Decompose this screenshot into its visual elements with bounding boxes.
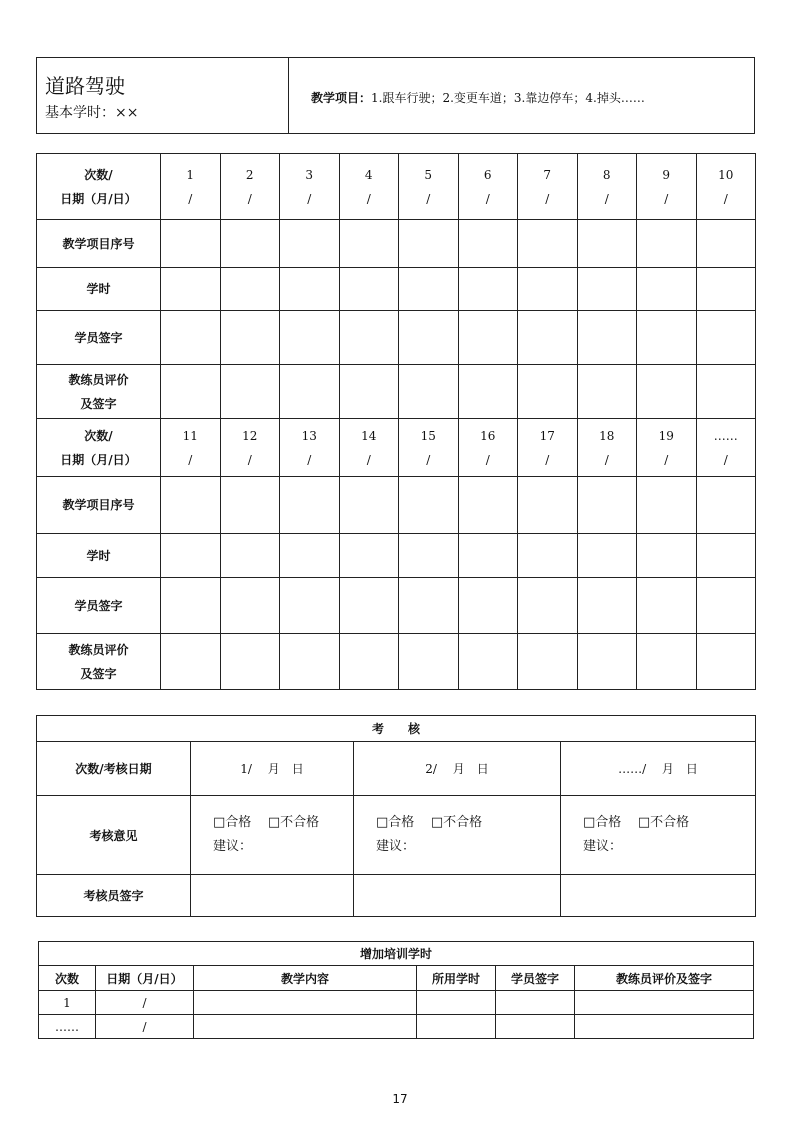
session-cell[interactable] — [161, 419, 221, 477]
row-content[interactable] — [194, 991, 417, 1015]
page-number: 17 — [392, 1092, 408, 1106]
hours-row — [37, 268, 756, 311]
coach-eval-cell[interactable] — [220, 634, 280, 690]
coach-eval-cell[interactable] — [161, 365, 221, 419]
hours-cell[interactable] — [637, 534, 697, 578]
item-no-cell[interactable] — [518, 220, 578, 268]
date-slash: / — [307, 191, 312, 206]
row-label-text: 学时 — [86, 282, 111, 296]
session-number: 13 — [301, 428, 317, 443]
session-cell[interactable] — [339, 419, 399, 477]
hours-label — [37, 534, 161, 578]
session-number: 17 — [539, 428, 555, 443]
session-cell[interactable] — [220, 154, 280, 220]
session-cell[interactable] — [399, 154, 459, 220]
exam-date-label: 次数/考核日期 — [37, 742, 191, 796]
count-label: 次数/ — [84, 167, 113, 182]
session-cell[interactable] — [637, 154, 697, 220]
coach-eval-cell[interactable] — [696, 634, 756, 690]
row-label-text: 教练员评价 — [68, 372, 129, 387]
exam-opinion-cell[interactable] — [561, 796, 756, 875]
hours-cell[interactable] — [696, 534, 756, 578]
item-no-cell[interactable] — [280, 220, 340, 268]
row-label-text: 教练员评价 — [68, 642, 129, 657]
student-sign-cell[interactable] — [220, 311, 280, 365]
coach-eval-cell[interactable] — [577, 365, 637, 419]
col-header-student-sign: 学员签字 — [496, 966, 575, 991]
session-cell[interactable] — [220, 419, 280, 477]
item-no-cell[interactable] — [458, 220, 518, 268]
row-label-text: 学时 — [86, 548, 111, 563]
hours-cell[interactable] — [339, 534, 399, 578]
table-row — [39, 1015, 754, 1039]
session-cell[interactable] — [458, 419, 518, 477]
course-info — [37, 58, 289, 133]
item-no-cell[interactable] — [637, 220, 697, 268]
student-sign-row — [37, 578, 756, 634]
student-sign-cell[interactable] — [518, 311, 578, 365]
col-header-hours: 所用学时 — [417, 966, 496, 991]
row-hours[interactable] — [417, 1015, 496, 1039]
item-no-cell[interactable] — [220, 477, 280, 534]
date-slash: / — [366, 191, 371, 206]
coach-eval-cell[interactable] — [399, 365, 459, 419]
row-student-sign[interactable] — [496, 991, 575, 1015]
student-sign-row — [37, 311, 756, 365]
hours-cell[interactable] — [399, 268, 459, 311]
coach-eval-cell[interactable] — [518, 634, 578, 690]
hours-cell[interactable] — [577, 268, 637, 311]
session-cell[interactable] — [280, 154, 340, 220]
date-label: 日期（月/日） — [60, 452, 137, 467]
student-sign-cell[interactable] — [339, 311, 399, 365]
hours-cell[interactable] — [637, 268, 697, 311]
exam-opinion-cell[interactable] — [191, 796, 354, 875]
date-slash: / — [664, 191, 669, 206]
session-cell[interactable] — [339, 154, 399, 220]
count-date-row — [37, 154, 756, 220]
item-no-cell[interactable] — [339, 220, 399, 268]
date-slash: / — [723, 452, 728, 467]
item-no-label — [37, 220, 161, 268]
item-no-cell[interactable] — [280, 477, 340, 534]
coach-eval-cell[interactable] — [220, 365, 280, 419]
date-slash: / — [604, 452, 609, 467]
pass-checkbox[interactable]: □合格 — [583, 815, 622, 830]
course-title: 道路驾驶 — [45, 74, 125, 98]
date-slash: / — [247, 191, 252, 206]
date-slash: / — [426, 191, 431, 206]
exam-opinion-cell[interactable] — [354, 796, 561, 875]
row-count: 1 — [39, 991, 96, 1015]
hours-cell[interactable] — [399, 534, 459, 578]
row-count: …… — [39, 1015, 96, 1039]
session-cell[interactable] — [458, 154, 518, 220]
row-date[interactable]: / — [96, 1015, 194, 1039]
exam-table — [36, 715, 756, 917]
item-no-cell[interactable] — [518, 477, 578, 534]
session-cell[interactable] — [637, 419, 697, 477]
coach-eval-cell[interactable] — [339, 365, 399, 419]
coach-eval-row — [37, 634, 756, 690]
date-slash: / — [723, 191, 728, 206]
student-sign-cell[interactable] — [696, 578, 756, 634]
date-slash: / — [426, 452, 431, 467]
coach-eval-cell[interactable] — [458, 634, 518, 690]
hours-cell[interactable] — [280, 268, 340, 311]
exam-date-cell[interactable]: 2/ 月 日 — [354, 742, 561, 796]
session-number: 15 — [420, 428, 436, 443]
date-slash: / — [604, 191, 609, 206]
item-no-cell[interactable] — [220, 220, 280, 268]
examiner-sign-cell[interactable] — [354, 875, 561, 917]
hours-cell[interactable] — [518, 268, 578, 311]
item-no-cell[interactable] — [458, 477, 518, 534]
pass-checkbox[interactable]: □合格 — [213, 815, 252, 830]
student-sign-cell[interactable] — [637, 311, 697, 365]
item-no-label — [37, 477, 161, 534]
student-sign-cell[interactable] — [161, 311, 221, 365]
student-sign-cell[interactable] — [399, 578, 459, 634]
session-number: 6 — [483, 167, 492, 182]
exam-date-cell[interactable]: 1/ 月 日 — [191, 742, 354, 796]
student-sign-cell[interactable] — [339, 578, 399, 634]
examiner-sign-cell[interactable] — [561, 875, 756, 917]
col-header-date: 日期（月/日） — [96, 966, 194, 991]
row-label-text: 及签字 — [80, 666, 117, 681]
student-sign-cell[interactable] — [220, 578, 280, 634]
examiner-sign-cell[interactable] — [191, 875, 354, 917]
session-number: 14 — [361, 428, 377, 443]
teaching-items — [311, 89, 645, 106]
session-number: 9 — [662, 167, 671, 182]
session-cell[interactable] — [518, 419, 578, 477]
coach-eval-row — [37, 365, 756, 419]
student-sign-cell[interactable] — [577, 578, 637, 634]
coach-eval-cell[interactable] — [399, 634, 459, 690]
coach-eval-cell[interactable] — [577, 634, 637, 690]
exam-title: 考 核 — [37, 716, 756, 742]
coach-eval-cell[interactable] — [339, 634, 399, 690]
hours-cell[interactable] — [518, 534, 578, 578]
student-sign-label — [37, 578, 161, 634]
coach-eval-cell[interactable] — [637, 634, 697, 690]
coach-eval-cell[interactable] — [280, 365, 340, 419]
extra-training-title: 增加培训学时 — [39, 942, 754, 966]
row-label-text: 教学项目序号 — [62, 236, 135, 251]
hours-cell[interactable] — [161, 534, 221, 578]
session-number: 16 — [480, 428, 496, 443]
count-date-label — [37, 154, 161, 220]
hours-row — [37, 534, 756, 578]
row-label-text: 教学项目序号 — [62, 498, 135, 512]
fail-checkbox[interactable]: □不合格 — [430, 815, 483, 830]
student-sign-cell[interactable] — [161, 578, 221, 634]
row-content[interactable] — [194, 1015, 417, 1039]
item-no-cell[interactable] — [577, 477, 637, 534]
date-slash: / — [664, 452, 669, 467]
session-cell[interactable] — [518, 154, 578, 220]
hours-cell[interactable] — [577, 534, 637, 578]
pass-checkbox[interactable]: □合格 — [376, 815, 415, 830]
suggestion-label: 建议： — [376, 839, 416, 854]
coach-eval-label — [37, 634, 161, 690]
session-number: 4 — [364, 167, 373, 182]
student-sign-cell[interactable] — [637, 578, 697, 634]
col-header-content: 教学内容 — [194, 966, 417, 991]
session-number: …… — [713, 428, 738, 443]
date-label: 日期（月/日） — [60, 191, 137, 206]
student-sign-label — [37, 311, 161, 365]
count-label: 次数/ — [84, 428, 113, 443]
coach-eval-label — [37, 365, 161, 419]
item-no-cell[interactable] — [161, 477, 221, 534]
date-slash: / — [247, 452, 252, 467]
session-number: 19 — [658, 428, 674, 443]
coach-eval-cell[interactable] — [280, 634, 340, 690]
fail-checkbox[interactable]: □不合格 — [267, 815, 320, 830]
suggestion-label: 建议： — [213, 839, 253, 854]
student-sign-cell[interactable] — [280, 311, 340, 365]
exam-date-cell[interactable]: ……/ 月 日 — [561, 742, 756, 796]
session-number: 3 — [305, 167, 314, 182]
student-sign-cell[interactable] — [577, 311, 637, 365]
item-no-cell[interactable] — [696, 220, 756, 268]
coach-eval-cell[interactable] — [696, 365, 756, 419]
coach-eval-cell[interactable] — [637, 365, 697, 419]
table-row — [39, 991, 754, 1015]
extra-training-table — [38, 941, 754, 1039]
hours-cell[interactable] — [220, 534, 280, 578]
session-cell[interactable] — [280, 419, 340, 477]
hours-label — [37, 268, 161, 311]
row-hours[interactable] — [417, 991, 496, 1015]
session-number: 18 — [599, 428, 615, 443]
item-no-cell[interactable] — [399, 477, 459, 534]
fail-checkbox[interactable]: □不合格 — [637, 815, 690, 830]
date-slash: / — [485, 191, 490, 206]
row-coach-eval[interactable] — [575, 1015, 754, 1039]
hours-cell[interactable] — [280, 534, 340, 578]
col-header-count: 次数 — [39, 966, 96, 991]
hours-cell[interactable] — [220, 268, 280, 311]
suggestion-label: 建议： — [583, 839, 623, 854]
date-slash: / — [485, 452, 490, 467]
item-no-cell[interactable] — [577, 220, 637, 268]
session-number: 2 — [245, 167, 254, 182]
course-header — [36, 57, 755, 134]
row-label-text: 学员签字 — [74, 598, 123, 613]
hours-cell[interactable] — [458, 534, 518, 578]
date-slash: / — [366, 452, 371, 467]
item-no-row — [37, 477, 756, 534]
teaching-items-label: 教学项目： — [311, 91, 372, 105]
col-header-coach-eval: 教练员评价及签字 — [575, 966, 754, 991]
date-slash: / — [545, 452, 550, 467]
basic-hours: 基本学时：×× — [45, 105, 139, 121]
item-no-cell[interactable] — [161, 220, 221, 268]
count-date-row — [37, 419, 756, 477]
teaching-items-text: 1.跟车行驶；2.变更车道；3.靠边停车；4.掉头…… — [371, 91, 645, 105]
session-number: 12 — [242, 428, 258, 443]
date-slash: / — [188, 452, 193, 467]
hours-cell[interactable] — [161, 268, 221, 311]
hours-cell[interactable] — [458, 268, 518, 311]
student-sign-cell[interactable] — [458, 311, 518, 365]
item-no-cell[interactable] — [399, 220, 459, 268]
row-student-sign[interactable] — [496, 1015, 575, 1039]
session-number: 7 — [543, 167, 552, 182]
item-no-row — [37, 220, 756, 268]
session-number: 10 — [718, 167, 734, 182]
row-label-text: 及签字 — [80, 396, 117, 411]
session-cell[interactable] — [399, 419, 459, 477]
session-number: 8 — [602, 167, 611, 182]
student-sign-cell[interactable] — [458, 578, 518, 634]
row-coach-eval[interactable] — [575, 991, 754, 1015]
exam-opinion-label: 考核意见 — [37, 796, 191, 875]
item-no-cell[interactable] — [339, 477, 399, 534]
session-cell[interactable] — [577, 419, 637, 477]
session-cell[interactable] — [696, 419, 756, 477]
row-date[interactable]: / — [96, 991, 194, 1015]
count-date-label — [37, 419, 161, 477]
session-cell[interactable] — [696, 154, 756, 220]
session-number: 11 — [182, 428, 198, 443]
examiner-sign-label: 考核员签字 — [37, 875, 191, 917]
student-sign-cell[interactable] — [518, 578, 578, 634]
session-cell[interactable] — [161, 154, 221, 220]
training-record-table — [36, 153, 756, 690]
session-number: 5 — [424, 167, 433, 182]
student-sign-cell[interactable] — [399, 311, 459, 365]
coach-eval-cell[interactable] — [458, 365, 518, 419]
hours-cell[interactable] — [339, 268, 399, 311]
hours-cell[interactable] — [696, 268, 756, 311]
row-label-text: 学员签字 — [74, 330, 123, 345]
item-no-cell[interactable] — [637, 477, 697, 534]
session-number: 1 — [186, 167, 195, 182]
date-slash: / — [188, 191, 193, 206]
item-no-cell[interactable] — [696, 477, 756, 534]
student-sign-cell[interactable] — [696, 311, 756, 365]
session-cell[interactable] — [577, 154, 637, 220]
coach-eval-cell[interactable] — [518, 365, 578, 419]
student-sign-cell[interactable] — [280, 578, 340, 634]
date-slash: / — [307, 452, 312, 467]
date-slash: / — [545, 191, 550, 206]
coach-eval-cell[interactable] — [161, 634, 221, 690]
